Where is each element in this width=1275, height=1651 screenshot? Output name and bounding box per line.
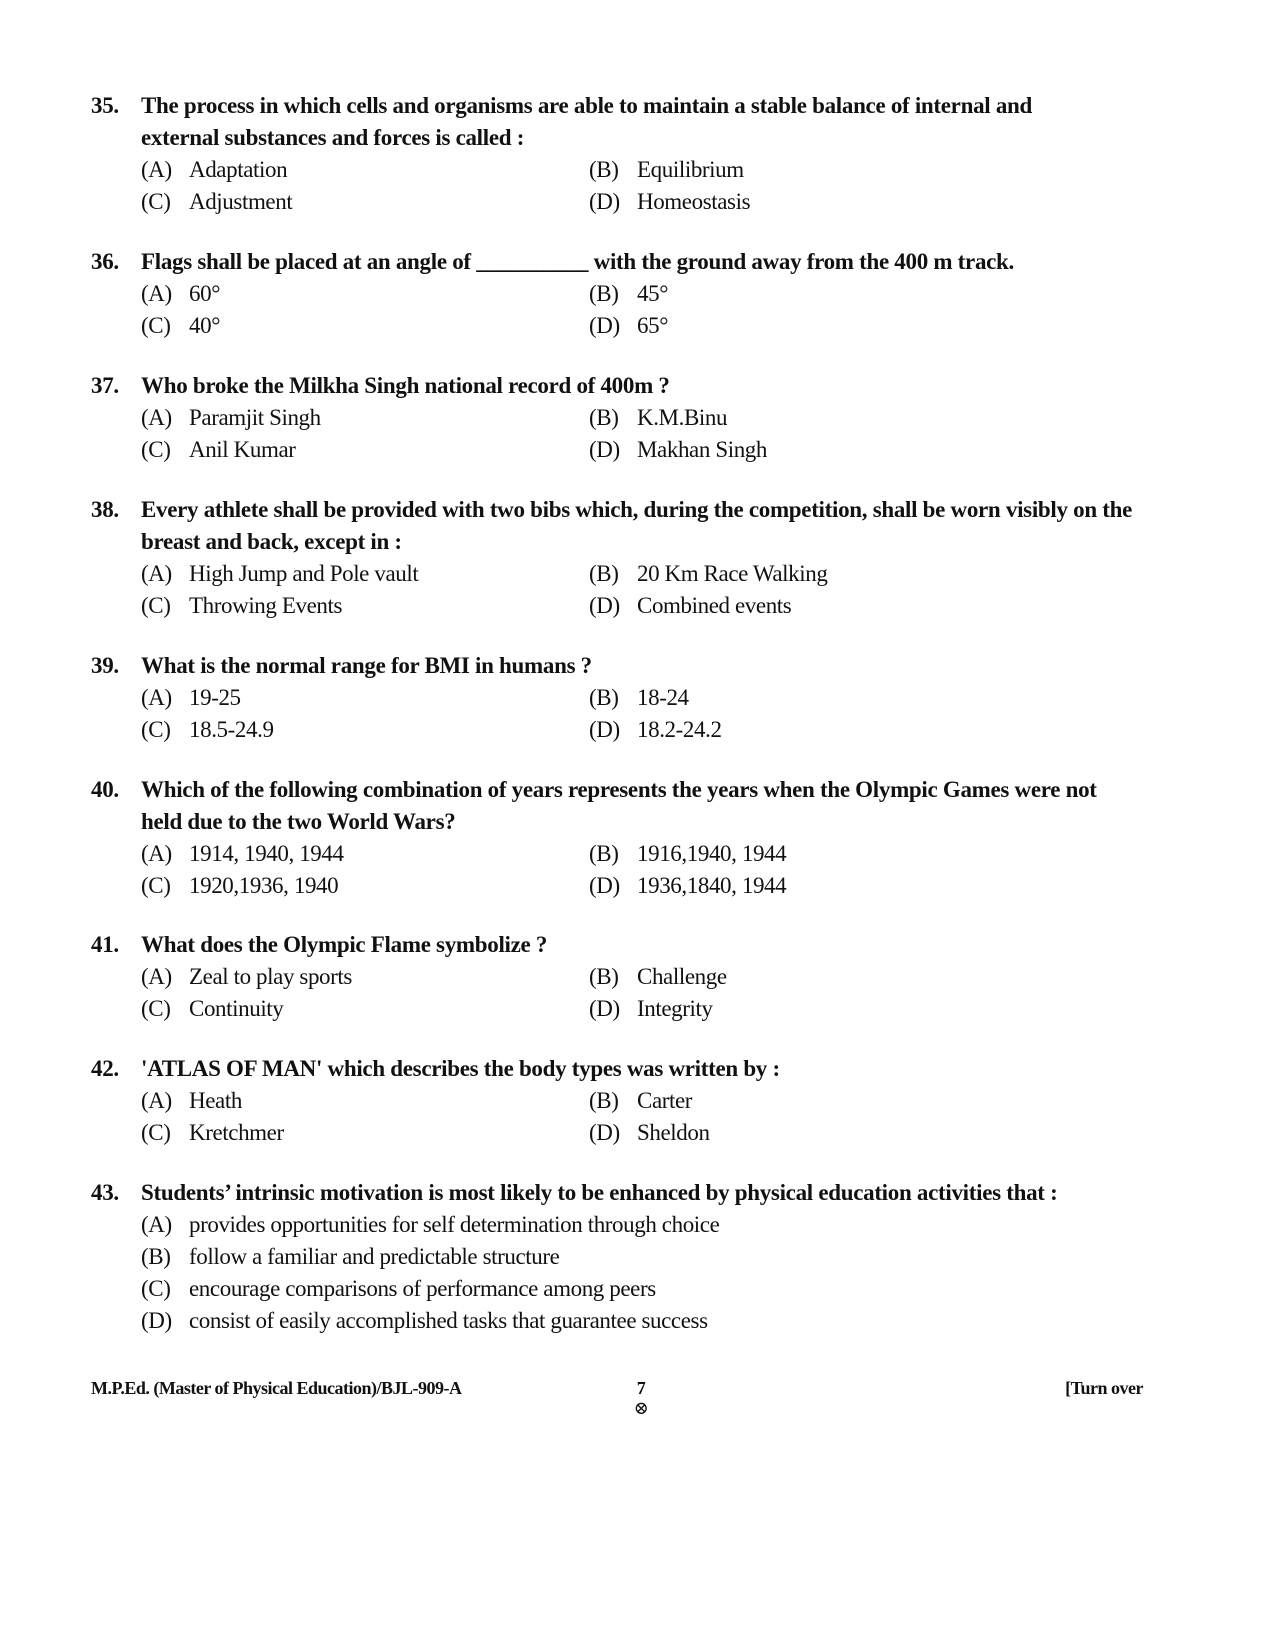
option-text: Throwing Events [189, 593, 343, 618]
question-39 [91, 650, 1201, 746]
question-stem [91, 1177, 1201, 1209]
option-text: Homeostasis [637, 189, 751, 214]
option-d[interactable] [141, 1305, 1141, 1337]
option-letter: (A) [141, 561, 172, 586]
option-text: Adaptation [189, 157, 288, 182]
option-row [91, 186, 1201, 218]
option-text: consist of easily accomplished tasks that guarantee success [189, 1308, 708, 1333]
question-37 [91, 370, 1201, 466]
option-row [91, 558, 1201, 590]
question-text-line: external substances and forces is called : [141, 125, 525, 150]
option-row [91, 1209, 1201, 1241]
option-letter: (A) [141, 281, 172, 306]
answer-options [91, 402, 1201, 466]
question-number: 41. [91, 932, 119, 957]
option-letter: (C) [141, 1276, 171, 1301]
option-text: 20 Km Race Walking [637, 561, 828, 586]
option-letter: (B) [141, 1244, 171, 1269]
option-letter: (A) [141, 157, 172, 182]
question-38 [91, 494, 1201, 622]
option-text: follow a familiar and predictable structure [189, 1244, 560, 1269]
option-text: 40° [189, 313, 220, 338]
question-number: 42. [91, 1056, 119, 1081]
question-text-line: Which of the following combination of years represents the years when the Olympic Games were not [141, 777, 1097, 802]
option-d[interactable] [589, 1117, 1149, 1149]
question-number: 39. [91, 653, 119, 678]
option-d[interactable] [589, 434, 1149, 466]
option-b[interactable] [589, 682, 1149, 714]
option-b[interactable] [589, 402, 1149, 434]
page-number [626, 1378, 656, 1418]
question-43 [91, 1177, 1201, 1337]
option-letter: (D) [589, 437, 620, 462]
option-text: High Jump and Pole vault [189, 561, 419, 586]
option-b[interactable] [589, 1085, 1149, 1117]
option-row [91, 1305, 1201, 1337]
page-footer [91, 1378, 1201, 1418]
question-text-line: The process in which cells and organisms are able to maintain a stable balance of internal and [141, 93, 1033, 118]
option-text: 18.5-24.9 [189, 717, 274, 742]
option-a[interactable] [141, 154, 589, 186]
option-c[interactable] [141, 1117, 589, 1149]
option-d[interactable] [589, 714, 1149, 746]
option-row [91, 1241, 1201, 1273]
option-letter: (A) [141, 1088, 172, 1113]
option-c[interactable] [141, 310, 589, 342]
option-text: Equilibrium [637, 157, 744, 182]
option-letter: (D) [589, 996, 620, 1021]
answer-options [91, 1085, 1201, 1149]
option-a[interactable] [141, 278, 589, 310]
option-text: Adjustment [189, 189, 293, 214]
answer-options [91, 838, 1201, 902]
option-a[interactable] [141, 402, 589, 434]
option-row [91, 434, 1201, 466]
option-text: 45° [637, 281, 668, 306]
option-letter: (B) [589, 157, 619, 182]
option-text: 18.2-24.2 [637, 717, 722, 742]
option-d[interactable] [589, 993, 1149, 1025]
question-text-line: breast and back, except in : [141, 529, 402, 554]
option-b[interactable] [589, 154, 1149, 186]
option-letter: (D) [589, 1120, 620, 1145]
question-number: 40. [91, 777, 119, 802]
question-number: 35. [91, 93, 119, 118]
option-letter: (B) [589, 841, 619, 866]
option-row [91, 278, 1201, 310]
option-a[interactable] [141, 838, 589, 870]
option-row [91, 838, 1201, 870]
question-stem [91, 774, 1201, 838]
option-text: Kretchmer [189, 1120, 284, 1145]
question-text-line: What does the Olympic Flame symbolize ? [141, 932, 548, 957]
option-letter: (D) [589, 189, 620, 214]
answer-options [91, 1209, 1201, 1337]
option-text: 18-24 [637, 685, 689, 710]
answer-options [91, 558, 1201, 622]
option-a[interactable] [141, 1209, 1141, 1241]
option-d[interactable] [589, 186, 1149, 218]
option-letter: (A) [141, 405, 172, 430]
option-c[interactable] [141, 714, 589, 746]
option-letter: (B) [589, 561, 619, 586]
option-row [91, 402, 1201, 434]
question-42 [91, 1053, 1201, 1149]
question-text-line: Every athlete shall be provided with two bibs which, during the competition, shall be worn visibly on the [141, 497, 1133, 522]
option-row [91, 1117, 1201, 1149]
question-text-line: 'ATLAS OF MAN' which describes the body types was written by : [141, 1056, 780, 1081]
option-row [91, 714, 1201, 746]
option-row [91, 961, 1201, 993]
option-letter: (D) [589, 873, 620, 898]
option-row [91, 1085, 1201, 1117]
option-letter: (D) [589, 593, 620, 618]
option-a[interactable] [141, 558, 589, 590]
option-letter: (D) [141, 1308, 172, 1333]
option-text: Heath [189, 1088, 242, 1113]
option-text: Paramjit Singh [189, 405, 321, 430]
option-c[interactable] [141, 993, 589, 1025]
option-letter: (C) [141, 1120, 171, 1145]
answer-options [91, 961, 1201, 1025]
option-b[interactable] [589, 961, 1149, 993]
question-number: 36. [91, 249, 119, 274]
option-row [91, 154, 1201, 186]
option-c[interactable] [141, 590, 589, 622]
option-letter: (B) [589, 281, 619, 306]
option-text: Carter [637, 1088, 693, 1113]
option-text: provides opportunities for self determination through choice [189, 1212, 720, 1237]
option-c[interactable] [141, 870, 589, 902]
option-letter: (A) [141, 964, 172, 989]
option-text: 1936,1840, 1944 [637, 873, 787, 898]
question-41 [91, 929, 1201, 1025]
question-stem [91, 370, 1201, 402]
option-letter: (D) [589, 313, 620, 338]
option-letter: (B) [589, 1088, 619, 1113]
option-letter: (C) [141, 313, 171, 338]
option-row [91, 682, 1201, 714]
option-text: 19-25 [189, 685, 241, 710]
option-letter: (C) [141, 593, 171, 618]
option-letter: (A) [141, 685, 172, 710]
option-b[interactable] [589, 838, 1149, 870]
question-number: 38. [91, 497, 119, 522]
option-d[interactable] [589, 310, 1149, 342]
option-letter: (B) [589, 405, 619, 430]
answer-options [91, 278, 1201, 342]
option-letter: (A) [141, 841, 172, 866]
option-text: 1916,1940, 1944 [637, 841, 787, 866]
question-stem [91, 90, 1201, 154]
question-stem [91, 1053, 1201, 1085]
question-40 [91, 774, 1201, 902]
option-letter: (B) [589, 685, 619, 710]
option-text: Zeal to play sports [189, 964, 352, 989]
option-letter: (D) [589, 717, 620, 742]
option-row [91, 310, 1201, 342]
option-d[interactable] [589, 590, 1149, 622]
option-letter: (B) [589, 964, 619, 989]
circled-times-icon: ⊗ [633, 1398, 649, 1418]
option-text: Sheldon [637, 1120, 710, 1145]
option-c[interactable] [141, 1273, 1141, 1305]
option-c[interactable] [141, 434, 589, 466]
question-number: 37. [91, 373, 119, 398]
answer-options [91, 154, 1201, 218]
question-text-line: held due to the two World Wars? [141, 809, 456, 834]
question-stem [91, 650, 1201, 682]
option-row [91, 1273, 1201, 1305]
question-text-line: What is the normal range for BMI in humans ? [141, 653, 592, 678]
option-text: 1914, 1940, 1944 [189, 841, 344, 866]
option-text: Combined events [637, 593, 792, 618]
option-letter: (C) [141, 189, 171, 214]
question-text-line: Students’ intrinsic motivation is most likely to be enhanced by physical education activities that : [141, 1180, 1058, 1205]
option-b[interactable] [589, 558, 1149, 590]
question-number: 43. [91, 1180, 119, 1205]
question-36 [91, 246, 1201, 342]
question-35 [91, 90, 1201, 218]
option-letter: (C) [141, 996, 171, 1021]
option-a[interactable] [141, 682, 589, 714]
option-text: Continuity [189, 996, 284, 1021]
option-text: K.M.Binu [637, 405, 728, 430]
option-text: Challenge [637, 964, 727, 989]
option-b[interactable] [589, 278, 1149, 310]
option-letter: (C) [141, 873, 171, 898]
page-number-text: 7 [636, 1378, 646, 1398]
turn-over-note: [Turn over [1065, 1378, 1143, 1398]
option-b[interactable] [141, 1241, 1141, 1273]
paper-code: M.P.Ed. (Master of Physical Education)/BJL-909-A [91, 1378, 462, 1398]
option-letter: (C) [141, 437, 171, 462]
option-text: 65° [637, 313, 668, 338]
question-stem [91, 929, 1201, 961]
option-text: 60° [189, 281, 220, 306]
option-letter: (A) [141, 1212, 172, 1237]
option-row [91, 993, 1201, 1025]
question-text-line: Who broke the Milkha Singh national record of 400m ? [141, 373, 670, 398]
option-row [91, 590, 1201, 622]
option-text: 1920,1936, 1940 [189, 873, 339, 898]
question-text-line: Flags shall be placed at an angle of __________ with the ground away from the 400 m track. [141, 249, 1014, 274]
option-text: encourage comparisons of performance among peers [189, 1276, 656, 1301]
question-stem [91, 494, 1201, 558]
option-row [91, 870, 1201, 902]
option-d[interactable] [589, 870, 1149, 902]
option-text: Makhan Singh [637, 437, 767, 462]
option-letter: (C) [141, 717, 171, 742]
question-stem [91, 246, 1201, 278]
answer-options [91, 682, 1201, 746]
option-a[interactable] [141, 1085, 589, 1117]
option-text: Integrity [637, 996, 713, 1021]
option-c[interactable] [141, 186, 589, 218]
option-text: Anil Kumar [189, 437, 296, 462]
option-a[interactable] [141, 961, 589, 993]
